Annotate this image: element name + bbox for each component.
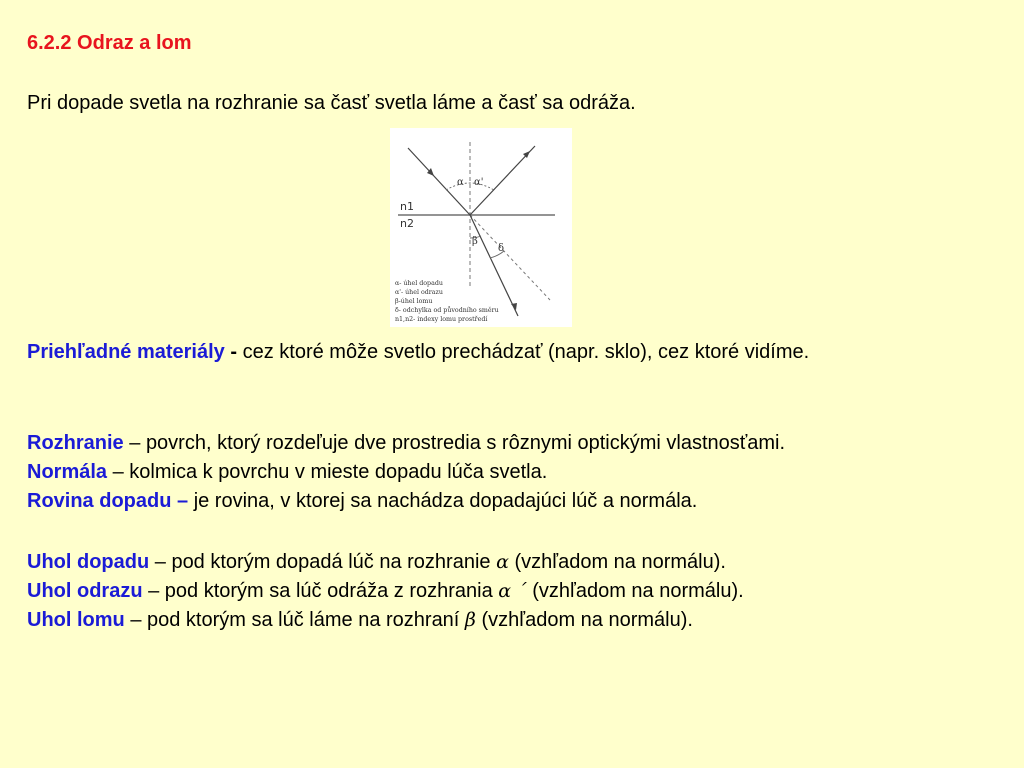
angle-text: – pod ktorým sa lúč láme na rozhraní	[124, 609, 465, 631]
angle-text: – pod ktorým dopadá lúč na rozhranie	[149, 551, 497, 573]
angle-text: – pod ktorým sa lúč odráža z rozhrania	[142, 580, 499, 602]
term-interface: Rozhranie	[27, 432, 124, 454]
beta-label: β	[472, 236, 478, 247]
angle-tail: (vzhľadom na normálu).	[526, 580, 744, 602]
refraction-diagram-svg	[390, 128, 572, 327]
n2-label: n2	[400, 217, 414, 230]
definition-text: je rovina, v ktorej sa nachádza dopadajúci lúč a normála.	[193, 490, 698, 512]
definition-line	[27, 458, 1002, 487]
alpha-prime-symbol: α ´	[498, 580, 527, 602]
legend-line: β-úhel lomu	[395, 298, 433, 305]
refracted-ray	[470, 215, 518, 316]
definition-text: povrch, ktorý rozdeľuje dve prostredia s rôznymi optickými vlastnosťami.	[145, 432, 786, 454]
alpha-label: α	[457, 177, 464, 188]
separator: –	[123, 432, 146, 454]
angle-line	[27, 548, 1002, 577]
intro-text: Pri dopade svetla na rozhranie sa časť svetla láme a časť sa odráža.	[27, 92, 636, 114]
refraction-diagram	[390, 128, 572, 327]
separator: –	[107, 461, 130, 483]
angle-tail: (vzhľadom na normálu).	[508, 551, 726, 573]
legend-line: δ- odchylka od původního směru	[395, 307, 499, 314]
term-normal: Normála	[27, 461, 108, 483]
definition-line	[27, 429, 1002, 458]
definition-text: cez ktoré môže svetlo prechádzať (napr. sklo), cez ktoré vidíme.	[242, 341, 810, 363]
definitions-block	[27, 429, 1002, 516]
definition-line	[27, 487, 1002, 516]
beta-symbol: β	[464, 609, 476, 631]
term-transparent-materials: Priehľadné materiály	[27, 341, 225, 363]
delta-label: δ	[498, 243, 505, 254]
term-angle-of-refraction: Uhol lomu	[27, 609, 125, 631]
original-direction-line	[470, 215, 550, 300]
angle-line	[27, 606, 1002, 635]
legend-line: α'- úhel odrazu	[395, 289, 443, 296]
n1-label: n1	[400, 200, 414, 213]
term-plane-of-incidence: Rovina dopadu –	[27, 490, 189, 512]
transparent-materials-paragraph	[27, 338, 1002, 367]
term-angle-of-reflection: Uhol odrazu	[27, 580, 143, 602]
alpha-symbol: α	[496, 551, 509, 573]
legend-line: n1,n2- indexy lomu prostředí	[395, 316, 488, 323]
alpha-prime-label: α'	[474, 177, 484, 188]
angle-line	[27, 577, 1002, 606]
angles-block	[27, 548, 1002, 635]
angle-tail: (vzhľadom na normálu).	[475, 609, 693, 631]
slide-title: 6.2.2 Odraz a lom	[27, 32, 192, 54]
term-dash: -	[224, 341, 243, 363]
legend-line: α- úhel dopadu	[395, 280, 443, 287]
term-angle-of-incidence: Uhol dopadu	[27, 551, 150, 573]
definition-text: kolmica k povrchu v mieste dopadu lúča svetla.	[129, 461, 548, 483]
